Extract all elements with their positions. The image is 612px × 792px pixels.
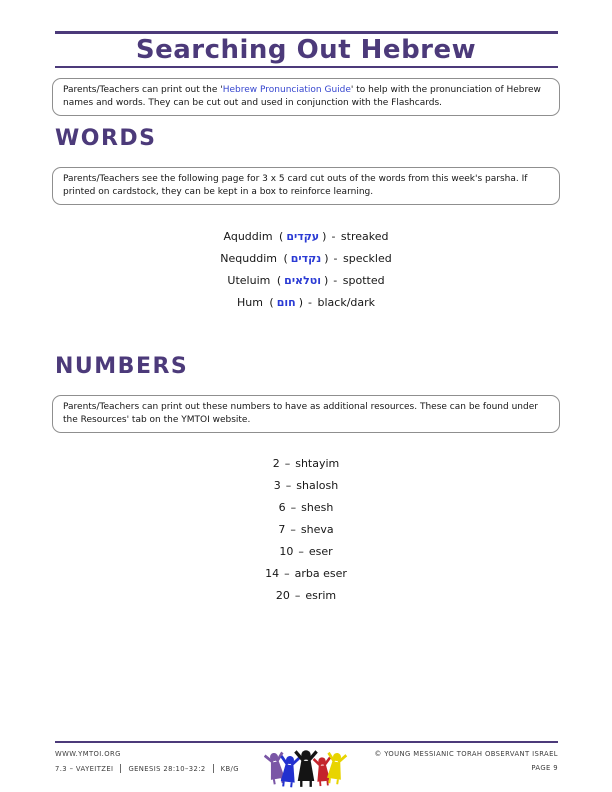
close-paren: ): [298, 296, 304, 309]
number-value: 14: [265, 567, 280, 580]
footer-rule: [55, 741, 558, 743]
number-word: sheva: [300, 523, 334, 536]
footer-website: WWW.YMTOI.ORG: [55, 750, 121, 758]
footer-right: [375, 750, 559, 772]
numbers-list: [0, 457, 612, 602]
dash: –: [284, 567, 290, 580]
number-row: [274, 479, 338, 492]
header-rule-top: [55, 31, 558, 34]
number-word: eser: [308, 545, 333, 558]
word-hebrew: עקדים: [286, 230, 320, 243]
word-meaning: speckled: [343, 252, 392, 265]
intro-text-after: ' to help with the pronunciation of Hebrew names and words. They can be cut out and used in conjunction with the Flashcards.: [63, 85, 541, 109]
number-word: shtayim: [295, 457, 340, 470]
word-hebrew: נקדים: [290, 252, 322, 265]
footer-separator: [213, 764, 214, 773]
word-meaning: streaked: [340, 230, 389, 243]
footer-copyright: © YOUNG MESSIANIC TORAH OBSERVANT ISRAEL: [374, 750, 558, 758]
dash: –: [294, 589, 301, 602]
numbers-note-box: [52, 395, 560, 433]
footer-separator: [120, 764, 121, 773]
number-word: shesh: [301, 501, 334, 514]
number-row: [279, 545, 332, 558]
word-translit: Hum: [236, 296, 263, 309]
words-section-heading: WORDS: [55, 126, 157, 151]
number-word: arba eser: [294, 567, 347, 580]
footer-page-number: PAGE 9: [531, 764, 558, 772]
pronunciation-guide-link[interactable]: Hebrew Pronunciation Guide: [222, 85, 351, 95]
number-value: 7: [278, 523, 286, 536]
page-title: Searching Out Hebrew: [135, 35, 477, 65]
word-meaning: spotted: [342, 274, 385, 287]
word-translit: Uteluim: [227, 274, 271, 287]
number-word: shalosh: [296, 479, 339, 492]
dash: -: [333, 274, 338, 287]
number-value: 6: [278, 501, 286, 514]
footer-lesson: 7.3 – VAYEITZEI: [55, 764, 114, 773]
word-row: [227, 274, 384, 287]
word-hebrew: חום: [276, 296, 296, 309]
dash: –: [298, 545, 304, 558]
dash: -: [308, 296, 312, 309]
dash: –: [284, 457, 291, 470]
number-value: 3: [273, 479, 281, 492]
number-row: [278, 523, 333, 536]
number-row: [273, 457, 340, 470]
word-translit: Nequddim: [220, 252, 277, 265]
number-row: [265, 567, 347, 580]
number-row: [279, 501, 334, 514]
pronunciation-note-box: [52, 78, 560, 116]
dash: -: [331, 230, 336, 243]
words-note-text: Parents/Teachers see the following page for 3 x 5 card cut outs of the words from this week's parsha. If printed on cardstock, they can be kept in a box to reinforce learning.: [63, 174, 528, 198]
words-note-box: [52, 167, 560, 205]
word-row: [220, 252, 391, 265]
footer-left: [55, 750, 239, 773]
dash: –: [290, 523, 296, 536]
word-translit: Aquddim: [223, 230, 273, 243]
dash: –: [285, 479, 292, 492]
intro-text-before: Parents/Teachers can print out the ': [63, 85, 223, 95]
word-meaning: black/dark: [317, 296, 376, 309]
close-paren: ): [323, 274, 329, 287]
open-paren: (: [279, 230, 284, 243]
number-value: 10: [279, 545, 294, 558]
numbers-section-heading: NUMBERS: [55, 354, 189, 379]
word-row: [237, 296, 375, 309]
number-word: esrim: [305, 589, 337, 602]
dash: –: [290, 501, 297, 514]
word-row: [224, 230, 389, 243]
number-row: [276, 589, 336, 602]
dash: -: [333, 252, 338, 265]
footer-initials: KB/G: [220, 764, 239, 773]
number-value: 2: [272, 457, 280, 470]
numbers-note-text: Parents/Teachers can print out these numbers to have as additional resources. These can be found under the Resources' tab on the YMTOI website.: [63, 402, 538, 426]
open-paren: (: [276, 274, 282, 287]
footer-lesson-line: [55, 764, 239, 773]
open-paren: (: [269, 296, 274, 309]
header-rule-bottom: [55, 66, 558, 68]
words-list: [0, 230, 612, 309]
number-value: 20: [275, 589, 290, 602]
close-paren: ): [322, 230, 327, 243]
close-paren: ): [324, 252, 329, 265]
word-hebrew: וטלאים: [284, 274, 321, 287]
footer-scripture: GENESIS 28:10–32:2: [128, 764, 206, 773]
open-paren: (: [283, 252, 288, 265]
ymtoi-kids-logo-icon: [264, 744, 348, 788]
